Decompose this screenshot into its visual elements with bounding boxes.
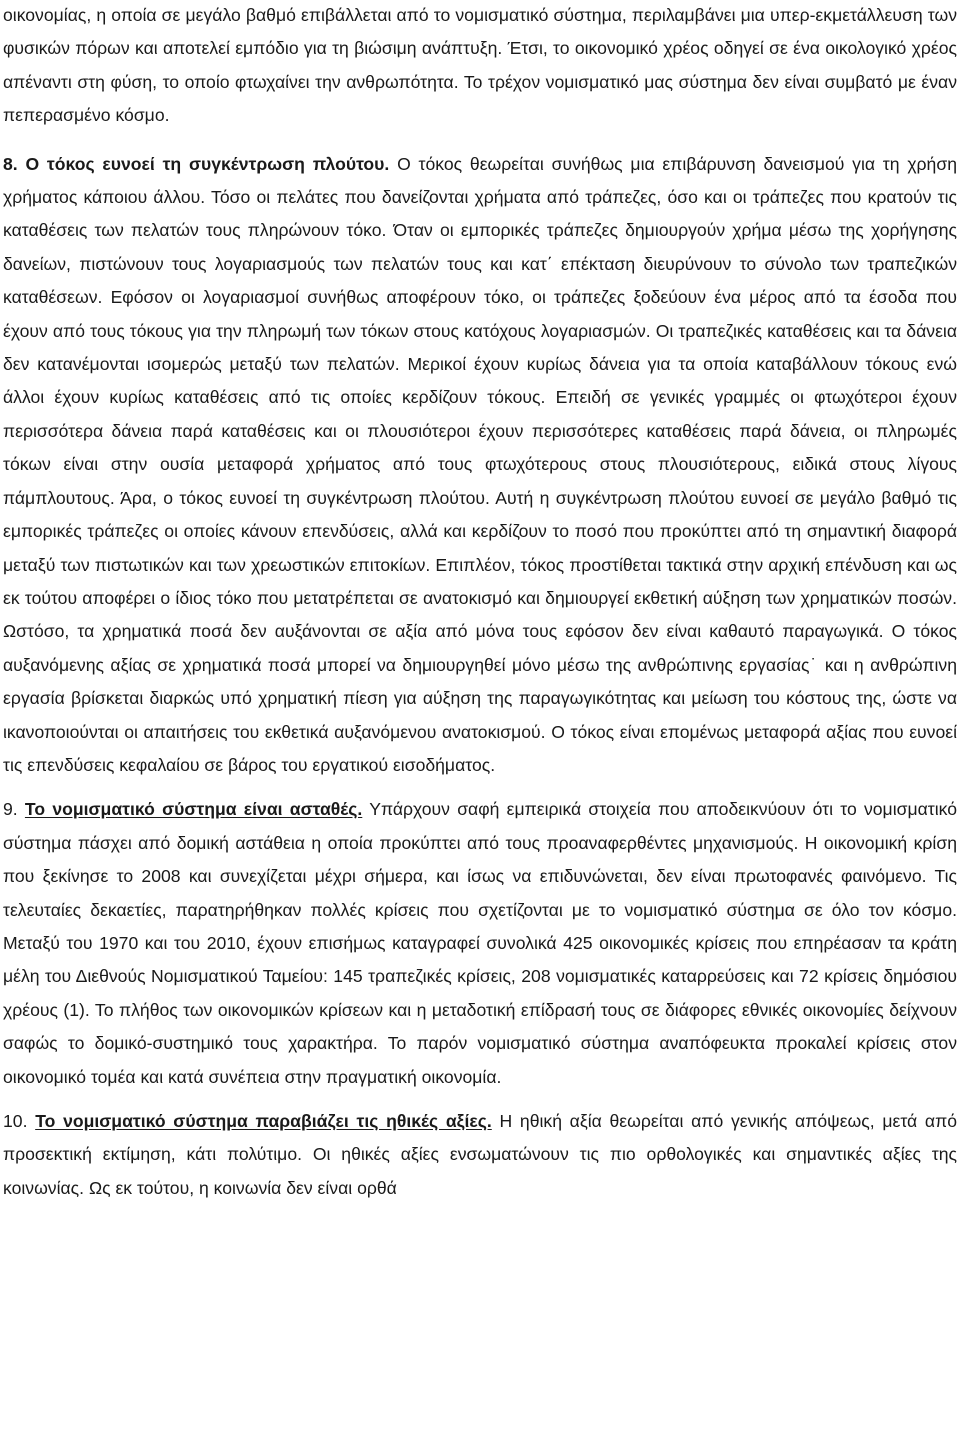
- section-number: 8.: [3, 153, 18, 174]
- section-body: Υπάρχουν σαφή εμπειρικά στοιχεία που αποδεικνύουν ότι το νομισματικό σύστημα πάσχει από δομική αστάθεια η οποία προκύπτει από τους προαναφερθέντες μηχανισμούς. Η οικονομική κρίση που ξεκίνησε το 2008 και συνεχίζεται μέχρι σήμερα, και ίσως να επιδυνώνεται, δεν είναι πρωτοφανές φαινόμενο. Τις τελευταίες δεκαετίες, παρατηρήθηκαν πολλές κρίσεις που σχετίζονται με το νομισματικό σύστημα σε όλο τον κόσμο. Μεταξύ του 1970 και του 2010, έχουν επισήμως καταγραφεί συνολικά 425 οικονομικές κρίσεις που επηρέασαν τα κράτη μέλη του Διεθνούς Νομισματικού Ταμείου: 145 τραπεζικές κρίσεις, 208 νομισματικές καταρρεύσεις και 72 κρίσεις δημόσιου χρέους (1). Το πλήθος των οικονομικών κρίσεων και η μεταδοτική επίδρασή τους σε διάφορες εθνικές οικονομίες δείχνουν σαφώς το δομικό-συστημικό τους χαρακτήρα. Το παρόν νομισματικό σύστημα αναπόφευκτα προκαλεί κρίσεις στον οικονομικό τομέα και κατά συνέπεια στην πραγματική οικονομία.: [3, 799, 957, 1087]
- intro-paragraph: οικονομίας, η οποία σε μεγάλο βαθμό επιβάλλεται από το νομισματικό σύστημα, περιλαμβάνει μια υπερ-εκμετάλλευση των φυσικών πόρων και αποτελεί εμπόδιο για τη βιώσιμη ανάπτυξη. Έτσι, το οικονομικό χρέος οδηγεί σε ένα οικολογικό χρέος απέναντι στη φύση, το οποίο φτωχαίνει την ανθρωπότητα. Το τρέχον νομισματικό μας σύστημα δεν είναι συμβατό με έναν πεπερασμένο κόσμο.: [3, 5, 957, 126]
- section-body: Ο τόκος θεωρείται συνήθως μια επιβάρυνση δανεισμού για τη χρήση χρήματος κάποιου άλλου. Τόσο οι πελάτες που δανείζονται χρήματα από τράπεζες, όσο και οι τράπεζες που κρατούν τις καταθέσεις των πελατών τους πληρώνουν τόκο. Όταν οι εμπορικές τράπεζες δημιουργούν χρήμα μέσω της χορήγησης δανείων, πιστώνουν τους λογαριασμούς των πελατών τους και κατ΄ επέκταση διευρύνουν το σύνολο των τραπεζικών καταθέσεων. Εφόσον οι λογαριασμοί συνήθως αποφέρουν τόκο, οι τράπεζες ξοδεύουν ένα μέρος από τα έσοδα που έχουν από τους τόκους για την πληρωμή των τόκων στους κατόχους λογαριασμών. Οι τραπεζικές καταθέσεις και τα δάνεια δεν κατανέμονται ισομερώς μεταξύ των πελατών. Μερικοί έχουν κυρίως δάνεια για τα οποία καταβάλλουν τόκους ενώ άλλοι έχουν κυρίως καταθέσεις από τις οποίες κερδίζουν τόκους. Επειδή σε γενικές γραμμές οι φτωχότεροι έχουν περισσότερα δάνεια παρά καταθέσεις και οι πλουσιότεροι έχουν περισσότερες καταθέσεις παρά δάνεια, οι πληρωμές τόκων είναι στην ουσία μεταφορά χρήματος από τους φτωχότερους στους πλουσιότερους, ειδικά στους λίγους πάμπλουτους. Άρα, ο τόκος ευνοεί τη συγκέντρωση πλούτου. Αυτή η συγκέντρωση πλούτου ευνοεί σε μεγάλο βαθμό τις εμπορικές τράπεζες οι οποίες κάνουν επενδύσεις, αλλά και κερδίζουν το ποσό που προκύπτει από τη σημαντική διαφορά μεταξύ των πιστωτικών και των χρεωστικών επιτοκίων. Επιπλέον, τόκος προστίθεται τακτικά στην αρχική επένδυση και ως εκ τούτου αποφέρει ο ίδιος τόκο που μετατρέπεται σε ανατοκισμό και δημιουργεί εκθετική αύξηση των χρηματικών ποσών. Ωστόσο, τα χρηματικά ποσά δεν αυξάνονται σε αξία από μόνα τους εφόσον δεν είναι καθαυτό παραγωγικά. Ο τόκος αυξανόμενης αξίας σε χρηματικά ποσά μπορεί να δημιουργηθεί μόνο μέσω της ανθρώπινης εργασίας˙ και η ανθρώπινη εργασία βρίσκεται διαρκώς υπό χρηματική πίεση για αύξηση της παραγωγικότητας και μείωση του κόστους της, ώστε να ικανοποιούνται οι απαιτήσεις του εκθετικά αυξανόμενου ανατοκισμού. Ο τόκος είναι επομένως μεταφορά αξίας που ευνοεί τις επενδύσεις κεφαλαίου σε βάρος του εργατικού εισοδήματος.: [3, 153, 957, 775]
- section-heading: Ο τόκος ευνοεί τη συγκέντρωση πλούτου.: [25, 153, 390, 174]
- section-number: 9.: [3, 799, 18, 820]
- section-body: Η ηθική αξία θεωρείται από γενικής απόψεως, μετά από προσεκτική εκτίμηση, κάτι πολύτιμο. Οι ηθικές αξίες ενσωματώνουν τις πιο ορθολογικές και σημαντικές αξίες της κοινωνίας. Ως εκ τούτου, η κοινωνία δεν είναι ορθά: [3, 1111, 958, 1198]
- section-10: [3, 1105, 957, 1205]
- section-9: [3, 793, 957, 1094]
- section-heading: Το νομισματικό σύστημα παραβιάζει τις ηθικές αξίες.: [35, 1111, 492, 1131]
- section-heading: Το νομισματικό σύστημα είναι ασταθές.: [24, 799, 363, 820]
- section-8: [3, 148, 957, 783]
- paragraph-spacer: [3, 1094, 957, 1105]
- paragraph-spacer: [3, 133, 957, 148]
- section-number: 10.: [3, 1111, 28, 1131]
- paragraph-spacer: [3, 782, 957, 793]
